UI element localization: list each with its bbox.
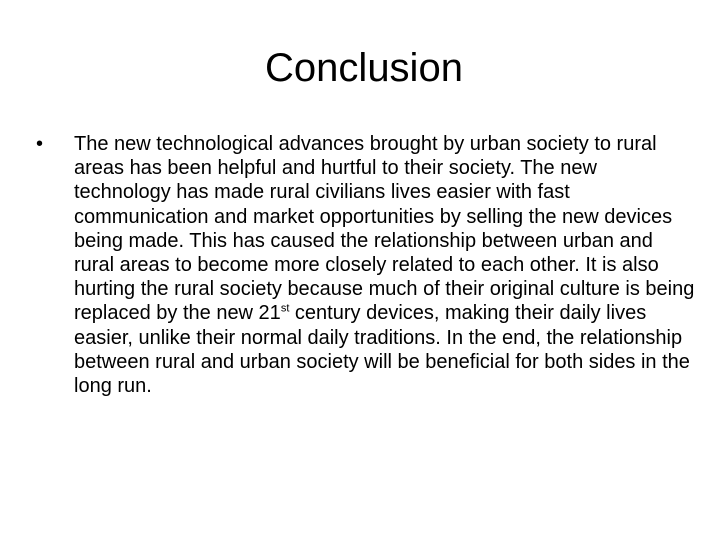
bullet-text [74, 133, 694, 397]
bullet-text-continued: century devices, making their daily lives easier, unlike their normal daily traditions. In the end, the relationship between rural and urban society will be beneficial for both sides in the long run. [74, 302, 690, 398]
bullet-item [36, 132, 696, 398]
ordinal-superscript: st [280, 302, 290, 315]
bullet-text-main: The new technological advances brought by urban society to rural areas has been helpful and hurtful to their society. The new technology has made rural civilians lives easier with fast communication and market opportunities by selling the new devices being made. This has caused the relationship between urban and rural areas to become more closely related to each other. It is also hurting the rural society because much of their original culture is being replaced by the new 21 [74, 133, 695, 325]
bullet-list [36, 132, 696, 398]
slide-title: Conclusion [265, 46, 463, 90]
bullet-icon: • [36, 133, 44, 155]
